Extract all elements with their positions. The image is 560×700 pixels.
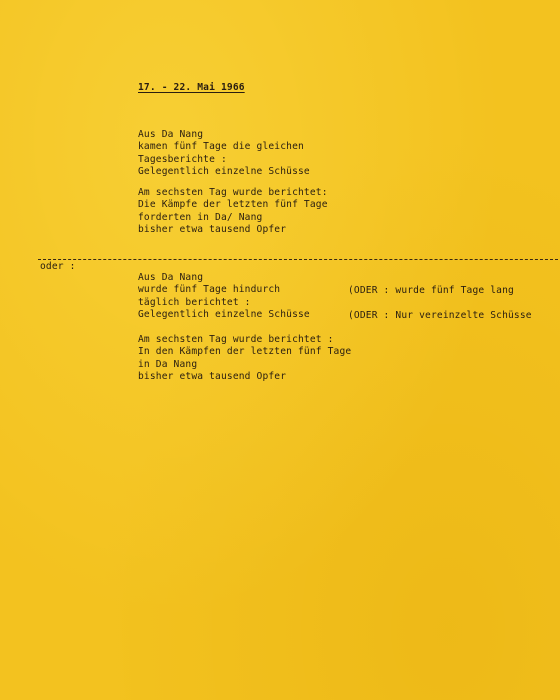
text-line: Tagesberichte : xyxy=(138,153,227,165)
version-b-paragraph-1 xyxy=(138,272,310,322)
oder-label: oder : xyxy=(40,261,76,272)
text-line: wurde fünf Tage hindurch xyxy=(138,284,281,296)
text-line: in Da Nang xyxy=(138,358,198,370)
version-b-paragraph-2 xyxy=(138,334,351,384)
text-line: Am sechsten Tag wurde berichtet: xyxy=(138,187,328,198)
alternative-note-2: (ODER : Nur vereinzelte Schüsse xyxy=(348,310,532,321)
text-line: Gelegentlich einzelne Schüsse xyxy=(138,166,310,178)
text-line: bisher etwa tausend Opfer xyxy=(138,224,287,236)
dashed-separator xyxy=(38,259,558,260)
text-line: In den Kämpfen der letzten fünf Tage xyxy=(138,346,352,358)
version-a-paragraph-1 xyxy=(138,129,310,179)
date-heading: 17. - 22. Mai 1966 xyxy=(138,82,245,93)
text-line: Gelegentlich einzelne Schüsse xyxy=(138,309,310,321)
text-line: Aus Da Nang xyxy=(138,129,204,140)
text-line: bisher etwa tausend Opfer xyxy=(138,371,287,383)
text-line: Aus Da Nang xyxy=(138,272,204,283)
version-a-paragraph-2 xyxy=(138,187,328,237)
text-line: täglich berichtet : xyxy=(138,296,251,308)
text-line: forderten in Da/ Nang xyxy=(138,211,263,223)
text-line: Am sechsten Tag wurde berichtet : xyxy=(138,334,334,345)
alternative-note-1: (ODER : wurde fünf Tage lang xyxy=(348,285,514,296)
text-line: Die Kämpfe der letzten fünf Tage xyxy=(138,199,328,211)
text-line: kamen fünf Tage die gleichen xyxy=(138,141,304,153)
